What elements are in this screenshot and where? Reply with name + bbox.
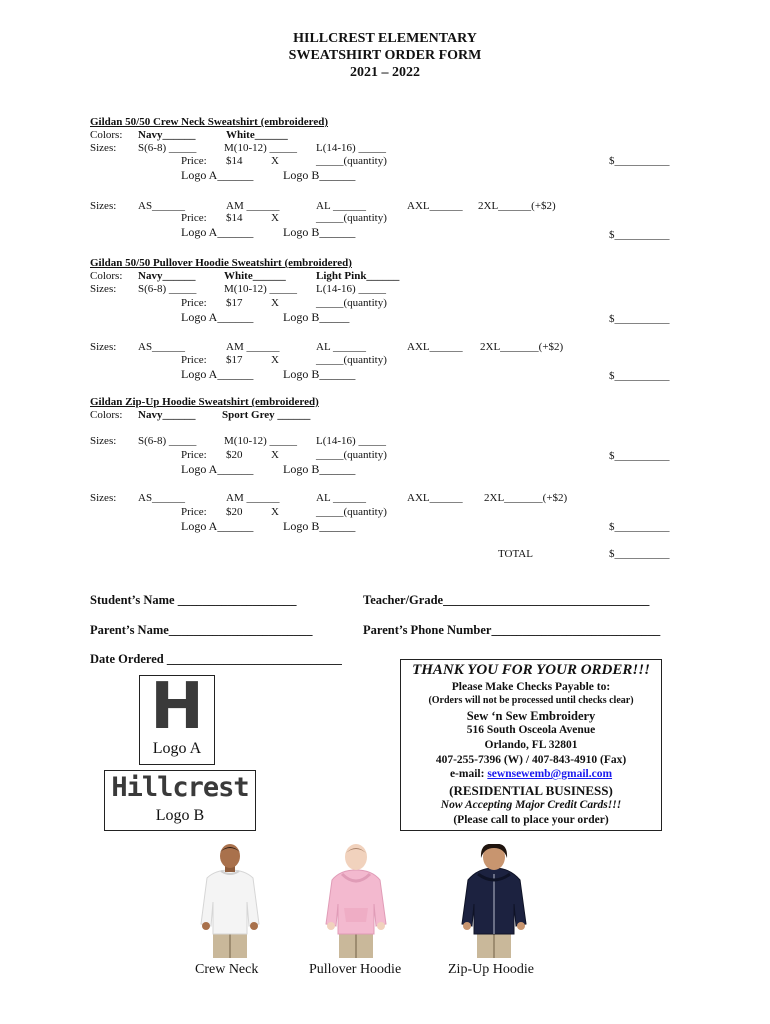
crew-size-axl[interactable]: AXL______ (407, 200, 463, 212)
zip-adult-subtotal[interactable]: $__________ (609, 521, 670, 533)
pullover-adult-logo-a[interactable]: Logo A______ (181, 367, 254, 381)
pullover-adult-price-label: Price: (181, 354, 207, 366)
zip-price: $20 (226, 449, 243, 461)
business-city: Orlando, FL 32801 (484, 739, 578, 751)
crew-size-al[interactable]: AL ______ (316, 200, 367, 212)
crew-logo-a[interactable]: Logo A______ (181, 168, 254, 182)
crew-times: X (271, 155, 279, 167)
zip-size-as[interactable]: AS______ (138, 492, 186, 504)
pullover-color-navy[interactable]: Navy______ (138, 270, 196, 282)
pullover-adult-price: $17 (226, 354, 243, 366)
pullover-sizes-label: Sizes: (90, 283, 117, 295)
logo-a-letter: H (150, 670, 204, 744)
crew-adult-logo-b[interactable]: Logo B______ (283, 225, 356, 239)
form-title-school: HILLCREST ELEMENTARY (293, 31, 477, 46)
parent-phone-field[interactable]: Parent’s Phone Number___________________________ (363, 623, 661, 637)
student-name-field[interactable]: Student’s Name ___________________ (90, 593, 297, 607)
pullover-size-am[interactable]: AM ______ (226, 341, 280, 353)
zip-size-am[interactable]: AM ______ (226, 492, 280, 504)
zip-sizes-label: Sizes: (90, 435, 117, 447)
zip-adult-price-label: Price: (181, 506, 207, 518)
crew-adult-price-label: Price: (181, 212, 207, 224)
form-year: 2021 – 2022 (350, 65, 420, 80)
business-street: 516 South Osceola Avenue (466, 724, 596, 736)
zip-size-l[interactable]: L(14-16) _____ (316, 435, 386, 447)
checks-clear-note: (Orders will not be processed until checks clear) (428, 695, 634, 706)
logo-b-box (104, 770, 256, 831)
pullover-adult-times: X (271, 354, 279, 366)
logo-a-label: Logo A (152, 740, 202, 757)
pullover-size-axl[interactable]: AXL______ (407, 341, 463, 353)
business-name: Sew ‘n Sew Embroidery (466, 709, 596, 723)
pullover-section-title: Gildan 50/50 Pullover Hoodie Sweatshirt (embroidered) (90, 257, 352, 269)
zip-price-label: Price: (181, 449, 207, 461)
zip-adult-logo-a[interactable]: Logo A______ (181, 519, 254, 533)
crew-size-s[interactable]: S(6-8) _____ (138, 142, 197, 154)
pullover-price-label: Price: (181, 297, 207, 309)
checks-payable: Please Make Checks Payable to: (451, 681, 611, 693)
pullover-size-s[interactable]: S(6-8) _____ (138, 283, 197, 295)
credit-cards-note: Now Accepting Major Credit Cards!!! (440, 799, 622, 811)
crew-size-am[interactable]: AM ______ (226, 200, 280, 212)
form-title: SWEATSHIRT ORDER FORM (288, 48, 482, 63)
crew-subtotal[interactable]: $__________ (609, 155, 670, 167)
crew-adult-sizes-label: Sizes: (90, 200, 117, 212)
crew-price-label: Price: (181, 155, 207, 167)
zip-up-hoodie-photo (458, 844, 530, 960)
crew-logo-b[interactable]: Logo B______ (283, 168, 356, 182)
crew-adult-times: X (271, 212, 279, 224)
parent-name-field[interactable]: Parent’s Name_______________________ (90, 623, 313, 637)
crew-size-l[interactable]: L(14-16) _____ (316, 142, 386, 154)
pullover-price: $17 (226, 297, 243, 309)
crew-color-white[interactable]: White______ (226, 129, 288, 141)
pullover-colors-label: Colors: (90, 270, 123, 282)
crew-adult-logo-a[interactable]: Logo A______ (181, 225, 254, 239)
crew-adult-price: $14 (226, 212, 243, 224)
zip-colors-label: Colors: (90, 409, 123, 421)
zip-subtotal[interactable]: $__________ (609, 450, 670, 462)
pullover-color-white[interactable]: White______ (224, 270, 286, 282)
pullover-size-m[interactable]: M(10-12) _____ (224, 283, 298, 295)
zip-logo-b[interactable]: Logo B______ (283, 462, 356, 476)
pullover-times: X (271, 297, 279, 309)
logo-b-word: Hillcrest (111, 772, 249, 803)
pullover-quantity[interactable]: _____(quantity) (316, 297, 387, 309)
pullover-adult-sizes-label: Sizes: (90, 341, 117, 353)
total-label: TOTAL (498, 548, 533, 560)
zip-adult-price: $20 (226, 506, 243, 518)
crew-quantity[interactable]: _____(quantity) (316, 155, 387, 167)
crew-adult-quantity[interactable]: _____(quantity) (316, 212, 387, 224)
zip-adult-logo-b[interactable]: Logo B______ (283, 519, 356, 533)
pullover-logo-b[interactable]: Logo B_____ (283, 310, 350, 324)
pullover-subtotal[interactable]: $__________ (609, 313, 670, 325)
crew-size-m[interactable]: M(10-12) _____ (224, 142, 298, 154)
date-ordered-field[interactable]: Date Ordered ____________________________ (90, 652, 342, 666)
zip-section-title: Gildan Zip-Up Hoodie Sweatshirt (embroidered) (90, 396, 319, 408)
zip-size-al[interactable]: AL ______ (316, 492, 367, 504)
pullover-size-2xl[interactable]: 2XL_______(+$2) (480, 341, 564, 353)
zip-size-s[interactable]: S(6-8) _____ (138, 435, 197, 447)
residential-business: (RESIDENTIAL BUSINESS) (449, 783, 613, 798)
crew-sizes-label: Sizes: (90, 142, 117, 154)
zip-color-grey[interactable]: Sport Grey ______ (222, 409, 311, 421)
zip-times: X (271, 449, 279, 461)
crew-color-navy[interactable]: Navy______ (138, 129, 196, 141)
pullover-size-al[interactable]: AL ______ (316, 341, 367, 353)
logo-b-label: Logo B (155, 807, 205, 824)
crew-colors-label: Colors: (90, 129, 123, 141)
pullover-color-pink[interactable]: Light Pink______ (316, 270, 400, 282)
zip-size-2xl[interactable]: 2XL_______(+$2) (484, 492, 568, 504)
zip-quantity[interactable]: _____(quantity) (316, 449, 387, 461)
pullover-adult-logo-b[interactable]: Logo B______ (283, 367, 356, 381)
zip-size-m[interactable]: M(10-12) _____ (224, 435, 298, 447)
email-link[interactable]: sewnsewemb@gmail.com (487, 768, 613, 780)
email-line (401, 768, 661, 780)
pullover-hoodie-photo (320, 844, 392, 960)
zip-up-hoodie-caption: Zip-Up Hoodie (448, 962, 534, 977)
pullover-size-as[interactable]: AS______ (138, 341, 186, 353)
zip-color-navy[interactable]: Navy______ (138, 409, 196, 421)
teacher-grade-field[interactable]: Teacher/Grade_________________________________ (363, 593, 650, 607)
crew-size-2xl[interactable]: 2XL______(+$2) (478, 200, 556, 212)
pullover-hoodie-caption: Pullover Hoodie (309, 962, 402, 977)
zip-size-axl[interactable]: AXL______ (407, 492, 463, 504)
logo-a-box (139, 670, 215, 765)
zip-adult-quantity[interactable]: _____(quantity) (316, 506, 387, 518)
pullover-size-l[interactable]: L(14-16) _____ (316, 283, 386, 295)
crew-adult-subtotal[interactable]: $__________ (609, 229, 670, 241)
crew-price: $14 (226, 155, 243, 167)
thank-you-box (400, 659, 662, 831)
pullover-adult-subtotal[interactable]: $__________ (609, 370, 670, 382)
zip-adult-sizes-label: Sizes: (90, 492, 117, 504)
crew-neck-caption: Crew Neck (195, 962, 259, 977)
crew-neck-photo (195, 844, 265, 960)
total-value[interactable]: $__________ (609, 548, 670, 560)
zip-logo-a[interactable]: Logo A______ (181, 462, 254, 476)
crew-section-title: Gildan 50/50 Crew Neck Sweatshirt (embroidered) (90, 116, 329, 128)
pullover-logo-a[interactable]: Logo A______ (181, 310, 254, 324)
business-phones: 407-255-7396 (W) / 407-843-4910 (Fax) (435, 754, 627, 766)
call-note: (Please call to place your order) (453, 814, 609, 826)
email-label: e-mail: (449, 768, 485, 780)
zip-adult-times: X (271, 506, 279, 518)
crew-size-as[interactable]: AS______ (138, 200, 186, 212)
thank-you-title: THANK YOU FOR YOUR ORDER!!! (412, 662, 650, 678)
pullover-adult-quantity[interactable]: _____(quantity) (316, 354, 387, 366)
